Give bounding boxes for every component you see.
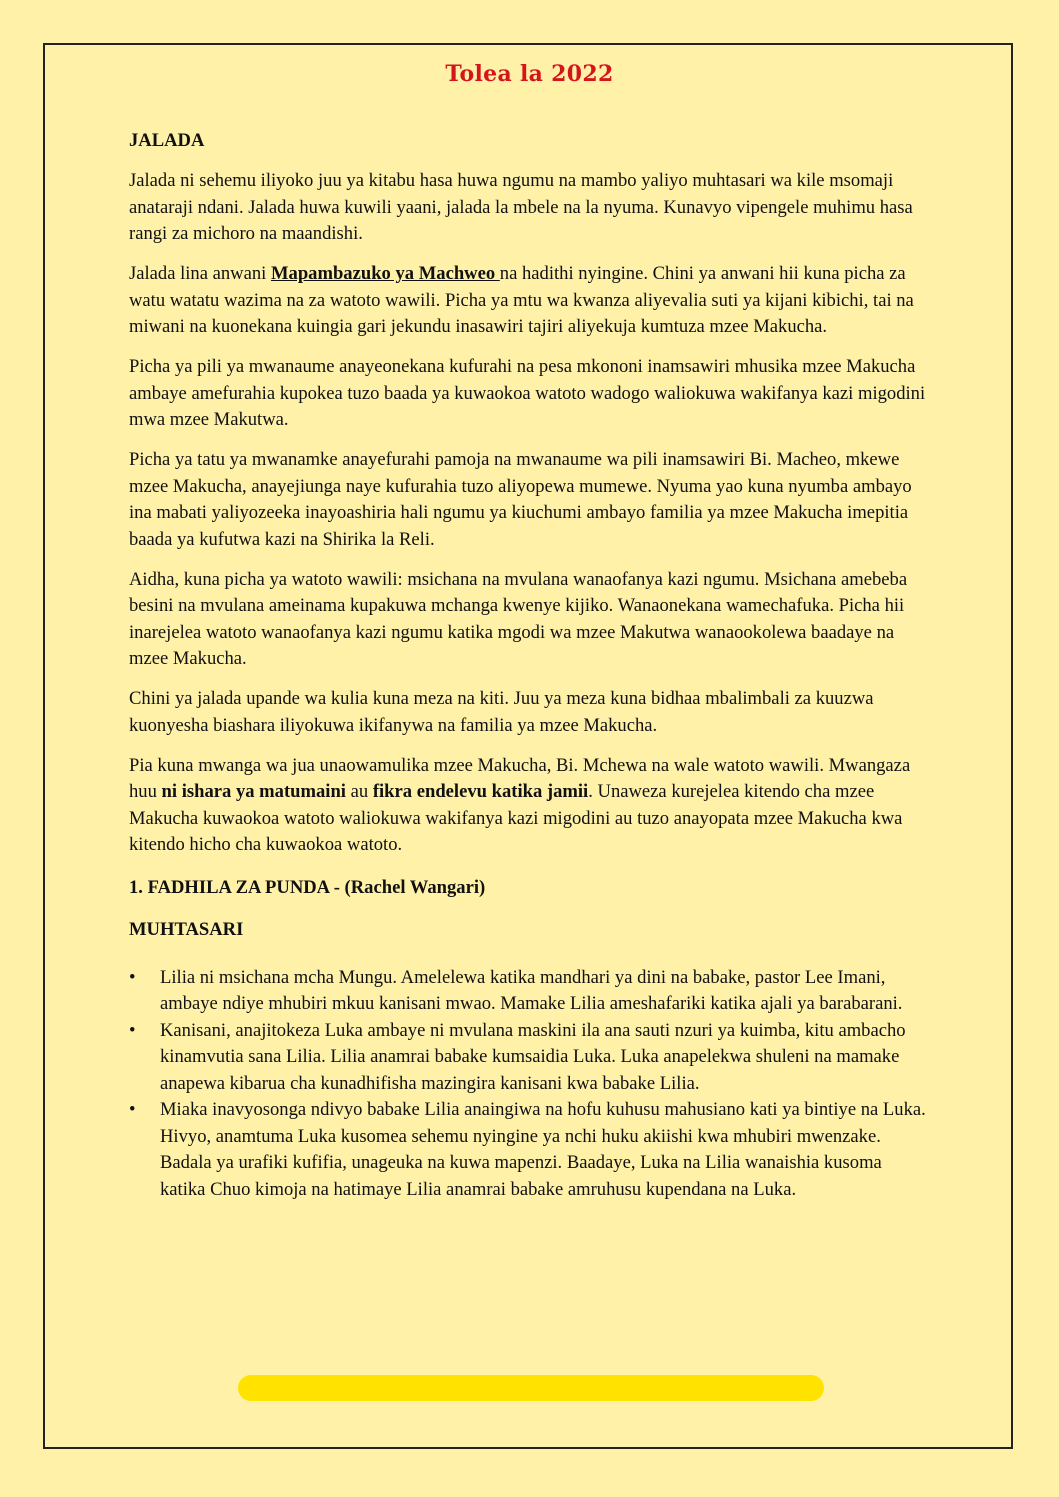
bullet-marker: • xyxy=(129,966,136,988)
paragraph-7-part-e: . Unaweza kurejelea kitendo cha mzee Makucha kuwaokoa watoto waliokuwa wakifanya kazi migodini au tuzo anayopata mzee Makucha kwa kitendo hicho cha kuwaokoa watoto. xyxy=(129,781,903,855)
footer-highlight-bar xyxy=(238,1375,824,1401)
bullet-marker: • xyxy=(129,1099,136,1120)
document-body xyxy=(129,128,929,1203)
bullet-marker: • xyxy=(129,1019,136,1041)
paragraph-4: Picha ya tatu ya mwanamke anayefurahi pamoja na mwanaume wa pili inamsawiri Bi. Macheo, mkewe mzee Makucha, anayejiunga naye kufurahia tuzo aliyopewa mumewe. Nyuma yao kuna nyumba ambayo ina mabati yaliyozeeka inayoashiria hali ngumu ya kiuchumi ambayo familia ya mzee Makucha imepitia baada ya kufutwa kazi na Shirika la Reli. xyxy=(129,449,912,550)
paragraph-1: Jalada ni sehemu iliyoko juu ya kitabu hasa huwa ngumu na mambo yaliyo muhtasari wa kile msomaji anataraji ndani. Jalada huwa kuwili yaani, jalada la mbele na la nyuma. Kunavyo vipengele muhimu hasa rangi za michoro na maandishi. xyxy=(129,170,913,244)
list-item xyxy=(129,1097,929,1203)
list-item-text: Lilia ni msichana mcha Mungu. Amelelewa katika mandhari ya dini na babake, pastor Lee Imani, ambaye ndiye mhubiri mkuu kanisani mwao. Mamake Lilia ameshafariki katika ajali ya barabarani. xyxy=(160,966,903,1014)
paragraph-3: Picha ya pili ya mwanaume anayeonekana kufurahi na pesa mkononi inamsawiri mhusika mzee Makucha ambaye amefurahia kupokea tuzo baada ya kuwaokoa watoto wadogo waliokuwa wakifanya kazi migodini mwa mzee Makutwa. xyxy=(129,356,926,430)
section-heading-jalada: JALADA xyxy=(129,130,205,151)
bold-phrase-society: fikra endelevu katika jamii xyxy=(372,781,589,802)
paragraph-2-rest: na hadithi nyingine. Chini ya anwani hii kuna picha za watu watatu wazima na za watoto wawili. Picha ya mtu wa kwanza aliyevalia suti ya kijani kibichi, tai na miwani na kuonekana kuingia gari jekundu inasawiri tajiri aliyekuja kumtuza mzee Makucha. xyxy=(129,263,914,337)
paragraph-6: Chini ya jalada upande wa kulia kuna meza na kiti. Juu ya meza kuna bidhaa mbalimbali za kuuzwa kuonyesha biashara iliyokuwa ikifanywa na familia ya mzee Makucha. xyxy=(129,688,874,736)
paragraph-5: Aidha, kuna picha ya watoto wawili: msichana na mvulana wanaofanya kazi ngumu. Msichana amebeba besini na mvulana ameinama kupakuwa mchanga kwenye kijiko. Wanaonekana wamechafuka. Picha hii inarejelea watoto wanaofanya kazi ngumu katika mgodi wa mzee Makutwa wanaookolewa baadaye na mzee Makucha. xyxy=(129,568,908,669)
paragraph-2 xyxy=(129,261,929,341)
story-heading: 1. FADHILA ZA PUNDA - (Rachel Wangari) xyxy=(129,876,486,898)
list-item-text: Miaka inavyosonga ndivyo babake Lilia anaingiwa na hofu kuhusu mahusiano kati ya bintiye na Luka. Hivyo, anamtuma Luka kusomea sehemu nyingine ya nchi huku akiishi kwa mhubiri mwenzake. Badala ya urafiki kufifia, unageuka na kuwa mapenzi. Baadaye, Luka na Lilia wanaishia kusoma katika Chuo kimoja na hatimaye Lilia anamrai babake amruhusu kupendana na Luka. xyxy=(160,1099,926,1200)
list-item xyxy=(129,965,929,1018)
paragraph-7-part-c: au xyxy=(345,781,373,802)
paragraph-7 xyxy=(129,753,929,859)
paragraph-2-lead: Jalada lina anwani xyxy=(129,263,271,284)
list-item xyxy=(129,1018,929,1098)
summary-list xyxy=(129,965,929,1204)
summary-heading: MUHTASARI xyxy=(129,919,244,940)
book-title: Mapambazuko ya Machweo xyxy=(270,263,500,284)
list-item-text: Kanisani, anajitokeza Luka ambaye ni mvulana maskini ila ana sauti nzuri ya kuimba, kitu ambacho kinamvutia sana Lilia. Lilia anamrai babake kumsaidia Luka. Luka anapelekwa shuleni na mamake anapewa kibarua cha kunadhifisha mazingira kanisani kwa babake Lilia. xyxy=(160,1019,906,1094)
page-title: Tolea la 2022 xyxy=(445,61,614,87)
bold-phrase-hope: ni ishara ya matumaini xyxy=(161,781,346,802)
paragraph-7-part-a: Pia kuna mwanga wa jua unaowamulika mzee Makucha, Bi. Mchewa na wale watoto wawili. Mwangaza huu xyxy=(129,754,911,802)
